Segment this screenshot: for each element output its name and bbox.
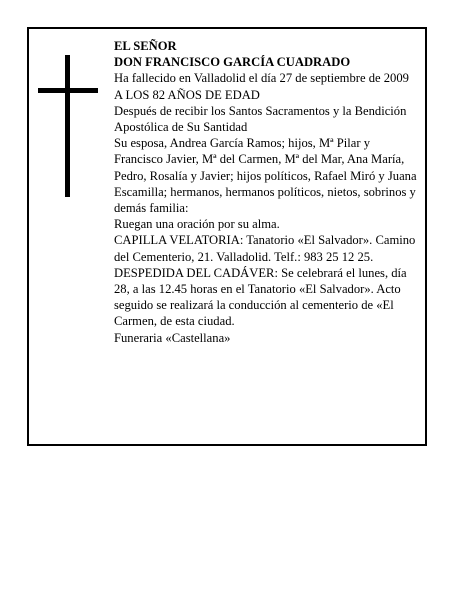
- farewell-info: DESPEDIDA DEL CADÁVER: Se celebrará el lunes, día 28, a las 12.45 horas en el Tanatorio «El Salvador». Acto seguido se realizará la conducción al cementerio de «El Carmen, de esta ciudad.: [114, 265, 407, 329]
- funeral-home: Funeraria «Castellana»: [114, 330, 231, 345]
- prayer-line: Ruegan una oración por su alma.: [114, 217, 280, 232]
- sacraments-line: Después de recibir los Santos Sacramentos y la Bendición Apostólica de Su Santidad: [114, 103, 407, 135]
- death-info: Ha fallecido en Valladolid el día 27 de septiembre de 2009: [114, 71, 409, 86]
- cross-horizontal-bar: [38, 88, 98, 93]
- deceased-name: DON FRANCISCO GARCÍA CUADRADO: [114, 55, 351, 70]
- family-list: Su esposa, Andrea García Ramos; hijos, Mª Pilar y Francisco Javier, Mª del Carmen, Mª del Mar, Ana María, Pedro, Rosalía y Javier; hijos políticos, Rafael Miró y Juana Escamilla; hermanos, hermanos políticos, nietos, sobrinos y demás familia:: [114, 136, 417, 216]
- cross-vertical-bar: [65, 55, 70, 197]
- age-line: A LOS 82 AÑOS DE EDAD: [114, 87, 260, 102]
- notice-heading: EL SEÑOR: [114, 39, 177, 53]
- chapel-info: CAPILLA VELATORIA: Tanatorio «El Salvador». Camino del Cementerio, 21. Valladolid. Telf.: 983 25 12 25.: [114, 233, 416, 264]
- obituary-text: [114, 38, 419, 346]
- cross-icon: [38, 55, 98, 197]
